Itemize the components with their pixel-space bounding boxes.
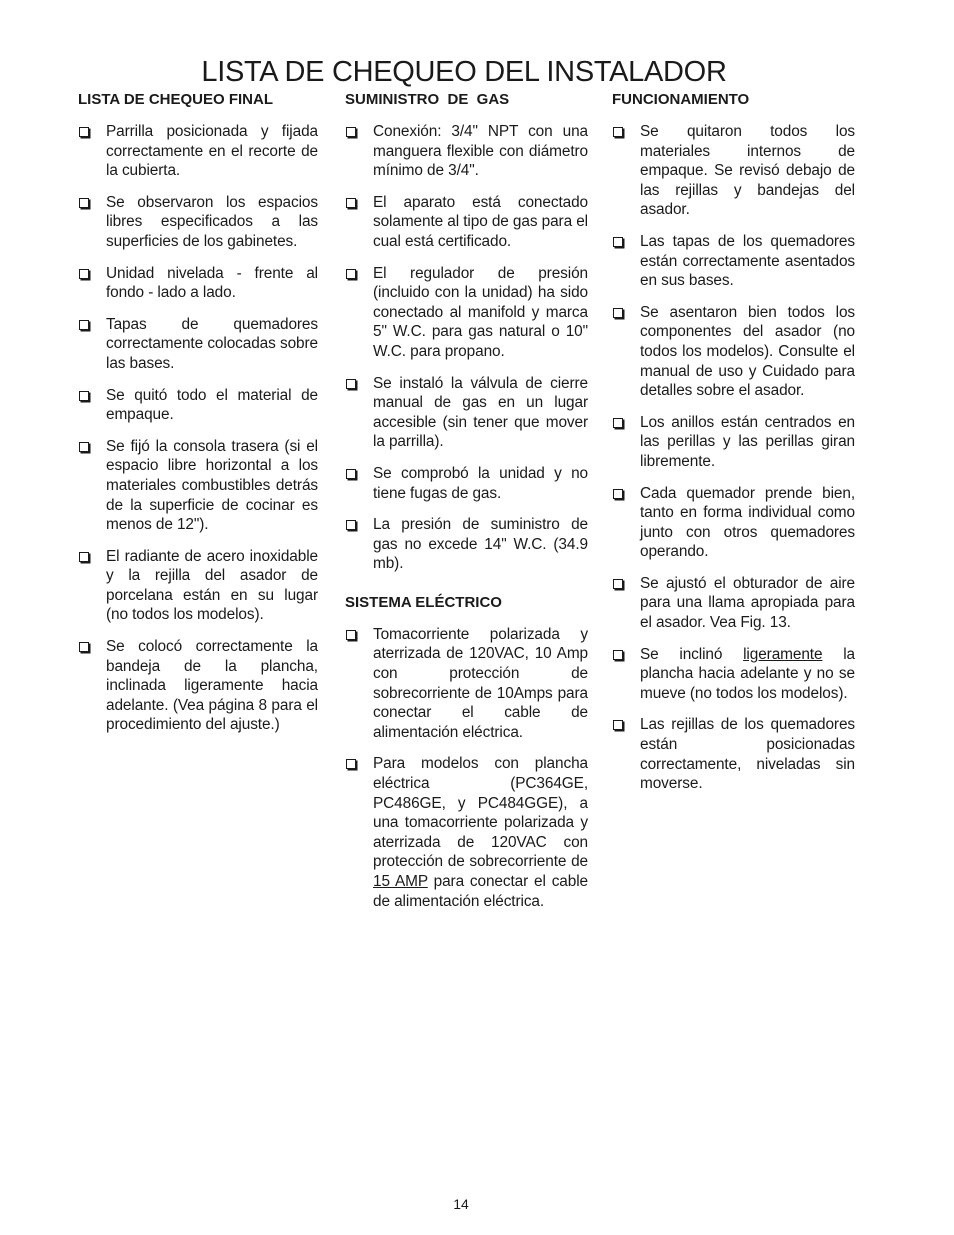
- checkbox-icon[interactable]: [613, 720, 623, 730]
- checklist-item: Se comprobó la unidad y no tiene fugas de gas.: [345, 464, 588, 503]
- checklist-item: Unidad nivelada - frente al fondo - lado a lado.: [78, 264, 318, 303]
- checklist-item: Se quitaron todos los materiales internos de empaque. Se revisó debajo de las rejillas y bandejas del asador.: [612, 122, 855, 220]
- checkbox-icon[interactable]: [613, 308, 623, 318]
- column-operation: [612, 91, 855, 806]
- checklist-item: Se ajustó el obturador de aire para una llama apropiada para el asador. Vea Fig. 13.: [612, 574, 855, 633]
- checkbox-icon[interactable]: [613, 489, 623, 499]
- checklist-item: Los anillos están centrados en las perillas y las perillas giran libremente.: [612, 413, 855, 472]
- checklist-item: Se inclinó ligeramente la plancha hacia adelante y no se mueve (no todos los modelos).: [612, 645, 855, 704]
- underlined-slightly: ligeramente: [743, 645, 823, 663]
- checkbox-icon[interactable]: [79, 198, 89, 208]
- checklist-item: Se colocó correctamente la bandeja de la plancha, inclinada ligeramente hacia adelante. (Vea página 8 para el procedimiento del ajuste.): [78, 637, 318, 735]
- checkbox-icon[interactable]: [346, 198, 356, 208]
- checklist-item: Tapas de quemadores correctamente colocadas sobre las bases.: [78, 315, 318, 374]
- checklist-item: Las rejillas de los quemadores están posicionadas correctamente, niveladas sin moverse.: [612, 715, 855, 793]
- section-heading-electrical: SISTEMA ELÉCTRICO: [345, 593, 502, 611]
- page-number: 14: [453, 1196, 469, 1212]
- checklist-item: Parrilla posicionada y fijada correctamente en el recorte de la cubierta.: [78, 122, 318, 181]
- checklist-item: Tomacorriente polarizada y aterrizada de 120VAC, 10 Amp con protección de sobrecorriente de 10Amps para conectar el cable de alimentación eléctrica.: [345, 625, 588, 743]
- checklist-item: Se fijó la consola trasera (si el espacio libre horizontal a los materiales combustibles detrás de la superficie de cocinar es menos de 12").: [78, 437, 318, 535]
- checkbox-icon[interactable]: [346, 469, 356, 479]
- checkbox-icon[interactable]: [346, 269, 356, 279]
- checklist-item: La presión de suministro de gas no excede 14" W.C. (34.9 mb).: [345, 515, 588, 574]
- column-gas-electrical: [345, 91, 588, 923]
- checkbox-icon[interactable]: [79, 642, 89, 652]
- final-checklist: [78, 122, 318, 735]
- checkbox-icon[interactable]: [79, 127, 89, 137]
- checklist-item: Se observaron los espacios libres especificados a las superficies de los gabinetes.: [78, 193, 318, 252]
- checklist-item: El aparato está conectado solamente al tipo de gas para el cual está certificado.: [345, 193, 588, 252]
- checkbox-icon[interactable]: [613, 650, 623, 660]
- checkbox-icon[interactable]: [613, 579, 623, 589]
- checklist-item: Las tapas de los quemadores están correctamente asentados en sus bases.: [612, 232, 855, 291]
- checklist-item: Conexión: 3/4" NPT con una manguera flexible con diámetro mínimo de 3/4".: [345, 122, 588, 181]
- checkbox-icon[interactable]: [346, 379, 356, 389]
- checkbox-icon[interactable]: [79, 320, 89, 330]
- checklist-item: Para modelos con plancha eléctrica (PC364GE, PC486GE, y PC484GGE), a una tomacorriente polarizada y aterrizada de 120VAC con protección de sobrecorriente de 15 AMP para conectar el cable de alimentación eléctrica.: [345, 754, 588, 911]
- checkbox-icon[interactable]: [613, 127, 623, 137]
- checkbox-icon[interactable]: [79, 552, 89, 562]
- checkbox-icon[interactable]: [79, 269, 89, 279]
- electrical-checklist: [345, 625, 588, 911]
- checklist-item: El radiante de acero inoxidable y la rejilla del asador de porcelana están en su lugar (no todos los modelos).: [78, 547, 318, 625]
- checkbox-icon[interactable]: [613, 237, 623, 247]
- section-heading-gas: SUMINISTRO DE GAS: [345, 91, 510, 108]
- checkbox-icon[interactable]: [79, 391, 89, 401]
- gas-checklist: [345, 122, 588, 574]
- checkbox-icon[interactable]: [346, 759, 356, 769]
- column-final-checklist: [78, 91, 318, 747]
- underlined-amperage: 15 AMP: [373, 873, 428, 890]
- checkbox-icon[interactable]: [79, 442, 89, 452]
- checklist-item: Cada quemador prende bien, tanto en forma individual como junto con otros quemadores operando.: [612, 484, 855, 562]
- checkbox-icon[interactable]: [346, 127, 356, 137]
- checklist-item: El regulador de presión (incluido con la unidad) ha sido conectado al manifold y marca 5" W.C. para gas natural o 10" W.C. para propano.: [345, 264, 588, 362]
- checklist-item: Se quitó todo el material de empaque.: [78, 386, 318, 425]
- checklist-item: Se asentaron bien todos los componentes del asador (no todos los modelos). Consulte el manual de uso y Cuidado para detalles sobre el asador.: [612, 303, 855, 401]
- checkbox-icon[interactable]: [613, 418, 623, 428]
- operation-checklist: [612, 122, 855, 794]
- checkbox-icon[interactable]: [346, 630, 356, 640]
- section-heading-operation: FUNCIONAMIENTO: [612, 91, 750, 108]
- page-title: LISTA DE CHEQUEO DEL INSTALADOR: [201, 56, 727, 88]
- checkbox-icon[interactable]: [346, 520, 356, 530]
- section-heading-final: LISTA DE CHEQUEO FINAL: [78, 91, 273, 108]
- checklist-item: Se instaló la válvula de cierre manual de gas en un lugar accesible (sin tener que mover la parrilla).: [345, 374, 588, 452]
